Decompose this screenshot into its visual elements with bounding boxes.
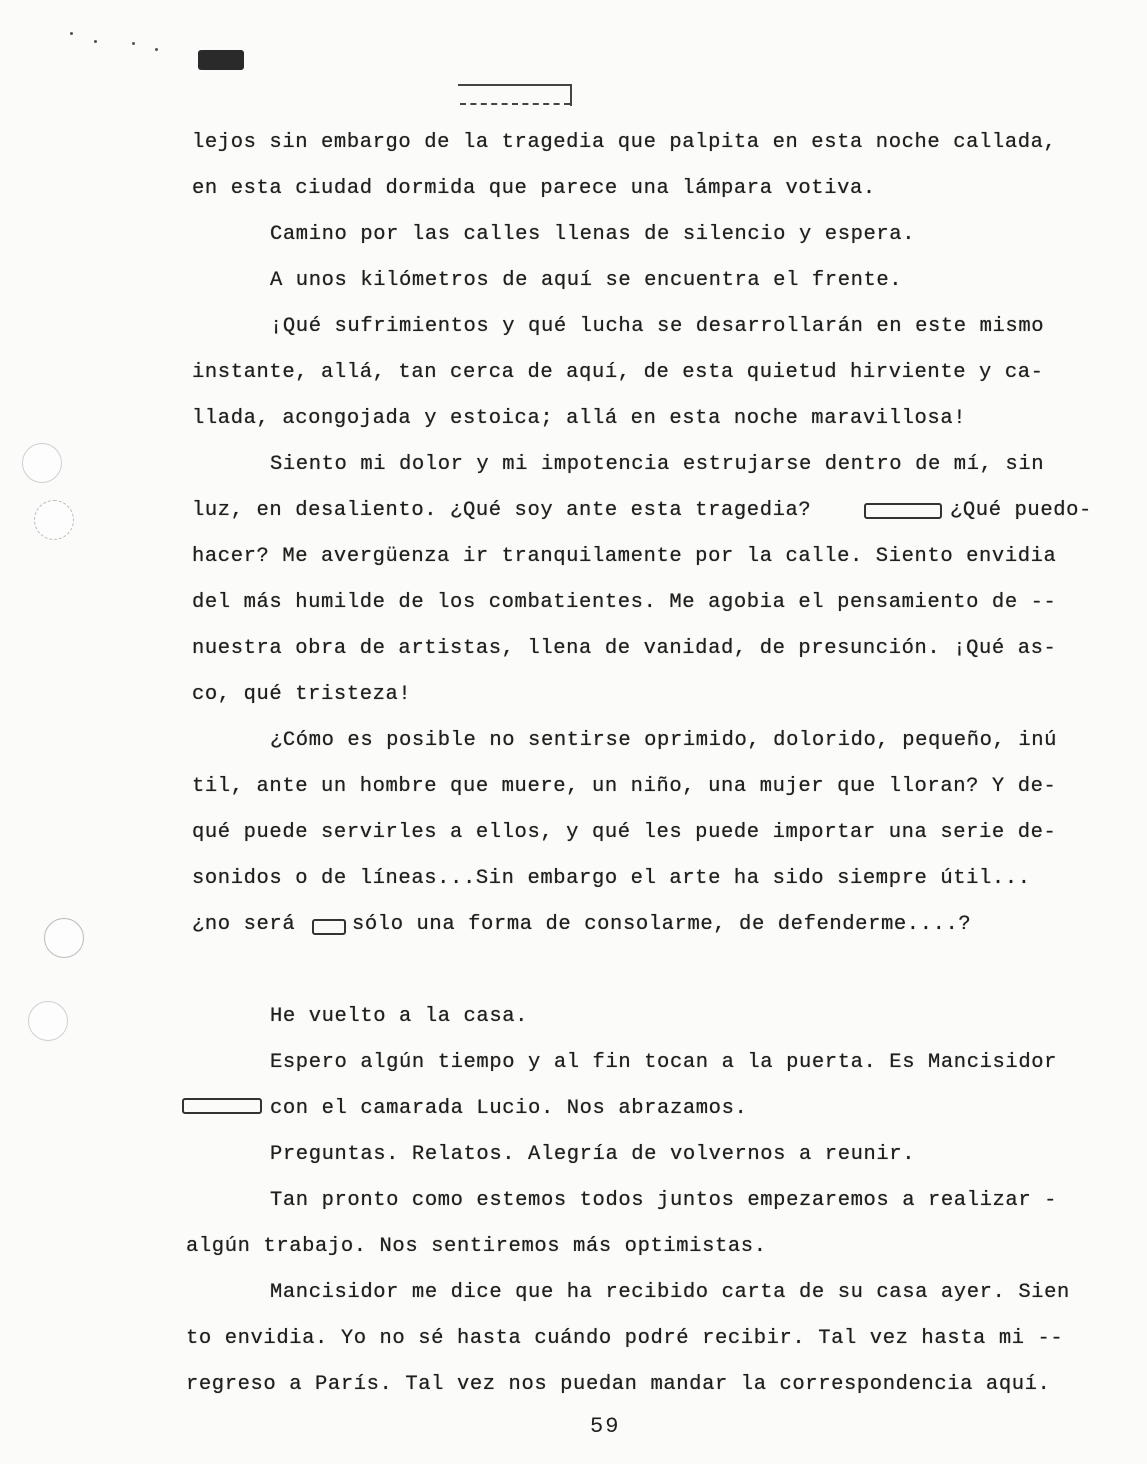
text-line: Mancisidor me dice que ha recibido carta de su casa ayer. Sien	[270, 1281, 1070, 1304]
text-line: con el camarada Lucio. Nos abrazamos.	[270, 1097, 748, 1120]
text-line: nuestra obra de artistas, llena de vanidad, de presunción. ¡Qué as-	[192, 637, 1057, 660]
text-line: instante, allá, tan cerca de aquí, de esta quietud hirviente y ca-	[192, 361, 1044, 384]
text-line: del más humilde de los combatientes. Me agobia el pensamiento de --	[192, 591, 1057, 614]
punch-hole	[28, 1001, 68, 1041]
text-line: ¿Cómo es posible no sentirse oprimido, dolorido, pequeño, inú	[270, 729, 1058, 752]
text-line: til, ante un hombre que muere, un niño, una mujer que lloran? Y de-	[192, 775, 1057, 798]
speck	[155, 48, 158, 51]
speck	[132, 42, 135, 45]
text-line: algún trabajo. Nos sentiremos más optimistas.	[186, 1235, 767, 1258]
text-line: hacer? Me avergüenza ir tranquilamente por la calle. Siento envidia	[192, 545, 1057, 568]
punch-hole-shadow	[44, 918, 84, 958]
text-line: qué puede servirles a ellos, y qué les puede importar una serie de-	[192, 821, 1057, 844]
text-line: llada, acongojada y estoica; allá en esta noche maravillosa!	[192, 407, 967, 430]
text-line: sonidos o de líneas...Sin embargo el arte ha sido siempre útil...	[192, 867, 1031, 890]
punch-hole-shadow	[34, 500, 74, 540]
text-line: ¿Qué puedo-	[950, 499, 1092, 522]
text-line: lejos sin embargo de la tragedia que palpita en esta noche callada,	[192, 131, 1057, 154]
text-line: He vuelto a la casa.	[270, 1005, 529, 1028]
text-line: co, qué tristeza!	[192, 683, 412, 706]
text-line: regreso a París. Tal vez nos puedan mandar la correspondencia aquí.	[186, 1373, 1051, 1396]
text-line: Espero algún tiempo y al fin tocan a la puerta. Es Mancisidor	[270, 1051, 1058, 1074]
text-line: Siento mi dolor y mi impotencia estrujarse dentro de mí, sin	[270, 453, 1045, 476]
page-number: 59	[590, 1414, 621, 1439]
text-line: ¿no será	[192, 913, 296, 936]
ink-smudge	[198, 50, 244, 70]
text-line: A unos kilómetros de aquí se encuentra el frente.	[270, 269, 903, 292]
text-line: en esta ciudad dormida que parece una lámpara votiva.	[192, 177, 876, 200]
text-line: to envidia. Yo no sé hasta cuándo podré recibir. Tal vez hasta mi --	[186, 1327, 1064, 1350]
text-line: Preguntas. Relatos. Alegría de volvernos a reunir.	[270, 1143, 916, 1166]
struck-out-text	[864, 503, 942, 519]
struck-out-text	[312, 919, 346, 935]
speck	[70, 32, 73, 35]
punch-hole	[22, 443, 62, 483]
text-line: sólo una forma de consolarme, de defenderme....?	[352, 913, 972, 936]
speck	[94, 40, 97, 43]
header-stroke-bottom	[460, 103, 570, 105]
text-line: ¡Qué sufrimientos y qué lucha se desarrollarán en este mismo	[270, 315, 1045, 338]
text-line: luz, en desaliento. ¿Qué soy ante esta tragedia?	[192, 499, 812, 522]
text-line: Tan pronto como estemos todos juntos empezaremos a realizar -	[270, 1189, 1058, 1212]
struck-out-text	[182, 1098, 262, 1114]
text-line: Camino por las calles llenas de silencio y espera.	[270, 223, 916, 246]
